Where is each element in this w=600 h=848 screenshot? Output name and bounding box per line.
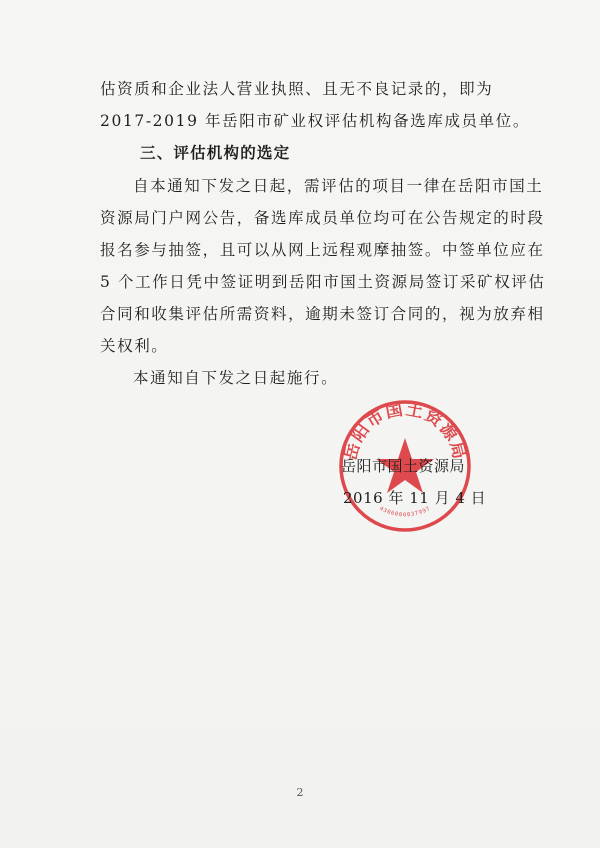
body-line-2: 2017-2019 年岳阳市矿业权评估机构备选库成员单位。: [100, 112, 530, 130]
signature-org: 岳阳市国土资源局: [341, 457, 466, 475]
section-line-5: 合同和收集评估所需资料，逾期未签订合同的，视为放弃相: [100, 305, 545, 323]
section-line-1: 自本通知下发之日起，需评估的项目一律在岳阳市国土: [133, 177, 544, 195]
section-line-6: 关权利。: [100, 337, 169, 355]
body-line-1: 估资质和企业法人营业执照、且无不良记录的，即为: [100, 80, 494, 98]
seal-code: 4306000037997: [378, 505, 432, 519]
section-line-3: 报名参与抽签，且可以从网上远程观摩抽签。中签单位应在: [100, 241, 545, 259]
page-number: 2: [296, 786, 304, 799]
closing-line: 本通知自下发之日起施行。: [133, 369, 339, 387]
section-line-4: 5 个工作日凭中签证明到岳阳市国土资源局签订采矿权评估: [100, 273, 546, 291]
signature-date: 2016 年 11 月 4 日: [343, 489, 487, 507]
section-heading: 三、评估机构的选定: [140, 144, 291, 162]
seal-text: 岳阳市国土资源局: [340, 399, 470, 463]
section-line-2: 资源局门户网公告，备选库成员单位均可在公告规定的时段: [100, 209, 545, 227]
